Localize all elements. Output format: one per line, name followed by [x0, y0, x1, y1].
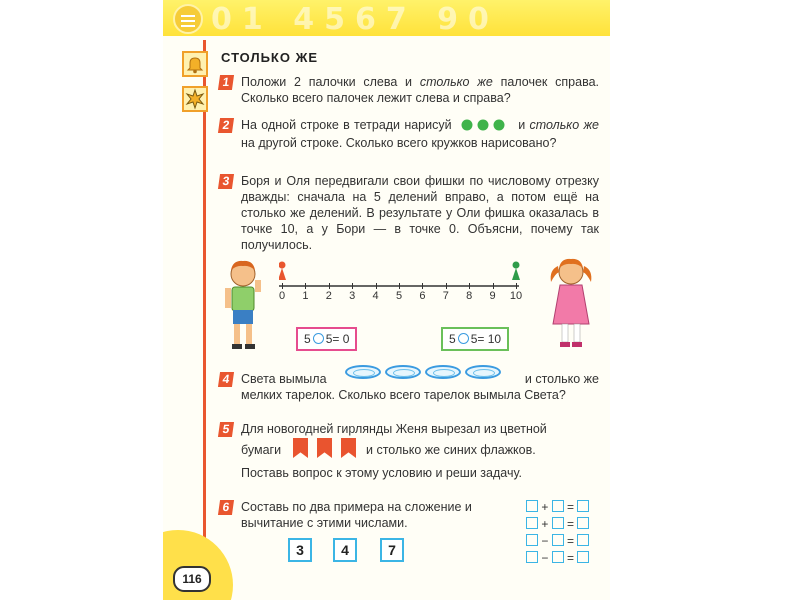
number-line-tick [446, 283, 447, 289]
equation-boris [296, 327, 357, 351]
number-box: 4 [333, 538, 357, 562]
pawn-green-icon [512, 262, 520, 281]
task-1-text [241, 74, 599, 106]
task-6-number: 6 [218, 500, 234, 515]
task-2-italic: столько же [529, 118, 599, 132]
task-2-part1: На одной строке в тетради нарисуй [241, 118, 452, 132]
page-number: 116 [173, 566, 211, 592]
task-1-part1: Положи 2 палочки слева и [241, 75, 420, 89]
number-line-tick-label: 8 [466, 290, 473, 302]
task-2-part2: и [518, 118, 526, 132]
number-line-tick [516, 283, 517, 289]
empty-square-icon [526, 534, 538, 546]
empty-square-icon [526, 500, 538, 512]
number-line-tick-label: 6 [419, 290, 426, 302]
number-line-tick-label: 0 [278, 290, 286, 302]
girl-illustration [541, 254, 601, 359]
empty-square-icon [552, 551, 564, 563]
header-bar [163, 0, 610, 36]
number-line-tick [305, 283, 306, 289]
task-5-line2a: бумаги [241, 443, 282, 457]
plate-icon [385, 365, 421, 379]
number-line-tick [282, 283, 283, 289]
task-5-line3: Поставь вопрос к этому условию и реши задачу. [241, 466, 522, 480]
number-line-tick [422, 283, 423, 289]
equation-template-row [526, 500, 589, 514]
empty-square-icon [552, 500, 564, 512]
task-4-line2: мелких тарелок. Сколько всего тарелок вымыла Света? [241, 388, 566, 402]
plate-icon [345, 365, 381, 379]
page-title: СТОЛЬКО ЖЕ [221, 50, 319, 65]
menu-icon [173, 4, 203, 34]
number-box: 3 [288, 538, 312, 562]
star-icon [182, 86, 208, 112]
equals-sign: = [563, 500, 578, 514]
task-3-text: Боря и Оля передвигали свои фишки по числовому отрезку дважды: сначала на 5 делений вправо, а потом ещё на столько же делений. В результате у Оли фишка оказалась в точке 10, а у Бори — в точке 0. Объясни, почему так получилось. [241, 174, 599, 252]
task-6-text: Составь по два примера на сложение и вычитание с этими числами. [241, 500, 472, 530]
plate-icon [465, 365, 501, 379]
equation-boris-b: 5 [325, 332, 333, 346]
number-line-tick [352, 283, 353, 289]
task-3-number: 3 [218, 174, 234, 189]
number-line-tick-label: 7 [442, 290, 449, 302]
task-5-number: 5 [218, 422, 234, 437]
operator-sign: + [538, 517, 552, 531]
pawn-red-icon [279, 262, 286, 281]
empty-square-icon [526, 551, 538, 563]
number-line-tick [493, 283, 494, 289]
number-line-tick-label: 4 [372, 290, 379, 302]
number-line-tick-label: 1 [302, 290, 309, 302]
equation-boris-result: = 0 [332, 332, 350, 346]
task-5-line2b: и столько же синих флажков. [366, 443, 536, 457]
empty-square-icon [577, 534, 589, 546]
equation-template-row [526, 551, 589, 565]
number-line-tick [399, 283, 400, 289]
plate-icon [425, 365, 461, 379]
equals-sign: = [563, 534, 578, 548]
equals-sign: = [563, 551, 578, 565]
green-dots-icon [460, 119, 510, 135]
operator-sign: − [538, 551, 552, 565]
empty-square-icon [577, 517, 589, 529]
number-line-tick-label: 10 [509, 290, 523, 302]
equation-template-row [526, 517, 589, 531]
task-4-number: 4 [218, 372, 234, 387]
boy-illustration [219, 258, 269, 359]
empty-square-icon [552, 517, 564, 529]
task-1-number: 1 [218, 75, 234, 90]
task-2-part3: на другой строке. Сколько всего кружков нарисовано? [241, 136, 557, 150]
equation-olya-a: 5 [449, 332, 456, 346]
number-box: 7 [380, 538, 404, 562]
number-line-tick [376, 283, 377, 289]
equation-template-row [526, 534, 589, 548]
margin-line [203, 40, 206, 580]
number-line-tick [329, 283, 330, 289]
equation-olya [441, 327, 509, 351]
header-digits: 01 4567 90 [211, 2, 499, 37]
empty-circle-icon [458, 333, 469, 344]
task-5-line1: Для новогодней гирлянды Женя вырезал из цветной [241, 422, 547, 436]
task-2-text [241, 117, 599, 151]
task-1-part2: палочек справа. Сколько всего палочек лежит слева и справа? [241, 75, 600, 105]
bell-icon [182, 51, 208, 77]
number-line-tick [469, 283, 470, 289]
equals-sign: = [563, 517, 578, 531]
empty-square-icon [577, 551, 589, 563]
equation-olya-b: 5 [470, 332, 478, 346]
equation-boris-a: 5 [304, 332, 311, 346]
task-1-italic: столько же [419, 75, 493, 89]
task-2-number: 2 [218, 118, 234, 133]
empty-circle-icon [313, 333, 324, 344]
number-line [279, 260, 529, 310]
number-line-tick-label: 9 [489, 290, 496, 302]
task-4-part1: Света вымыла [241, 372, 327, 386]
number-line-tick-label: 3 [349, 290, 356, 302]
textbook-page [163, 0, 610, 600]
operator-sign: − [538, 534, 552, 548]
number-line-tick-label: 5 [395, 290, 403, 302]
equation-olya-result: = 10 [477, 332, 502, 346]
task-4-part2: и столько же [524, 372, 599, 386]
number-line-tick-label: 2 [325, 290, 332, 302]
empty-square-icon [552, 534, 564, 546]
empty-square-icon [577, 500, 589, 512]
operator-sign: + [538, 500, 552, 514]
empty-square-icon [526, 517, 538, 529]
